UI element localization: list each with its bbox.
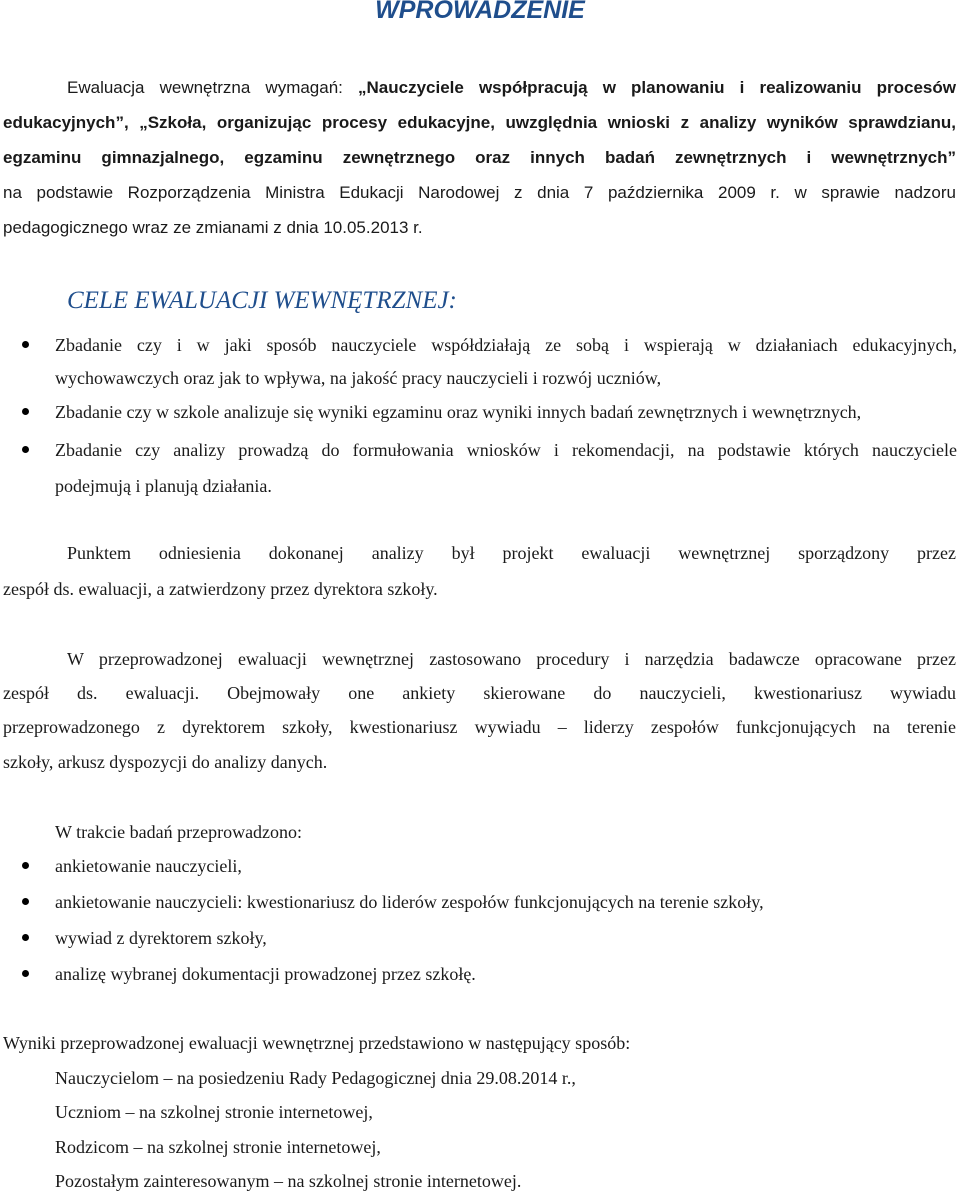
results-item: Pozostałym zainteresowanym – na szkolnej stronie internetowej.: [55, 1171, 522, 1191]
procedures-line-4: szkoły, arkusz dyspozycji do analizy danych.: [3, 752, 328, 772]
procedures-line-2: zespół ds. ewaluacji. Obejmowały one ankiety skierowane do nauczycieli, kwestionariusz wywiadu: [3, 683, 956, 703]
intro-prefix: Ewaluacja wewnętrzna wymagań:: [67, 78, 359, 97]
goal-3-line-1: Zbadanie czy analizy prowadzą do formułowania wniosków i rekomendacji, na podstawie których nauczyciele: [55, 440, 957, 460]
conducted-item: analizę wybranej dokumentacji prowadzonej przez szkołę.: [55, 964, 476, 984]
goal-2-line-1: Zbadanie czy w szkole analizuje się wyniki egzaminu oraz wyniki innych badań zewnętrznych i wewnętrznych,: [55, 402, 862, 422]
conducted-intro: W trakcie badań przeprowadzono:: [55, 822, 303, 842]
intro-line-1: [67, 76, 956, 100]
page-title: WPROWADZENIE: [375, 0, 585, 24]
conducted-item: ankietowanie nauczycieli,: [55, 856, 242, 876]
conducted-item: wywiad z dyrektorem szkoły,: [55, 928, 267, 948]
intro-requirement-1: „Nauczyciele współpracują w planowaniu i realizowaniu procesów: [358, 78, 956, 97]
results-item: Rodzicom – na szkolnej stronie internetowej,: [55, 1137, 381, 1157]
reference-line-2: zespół ds. ewaluacji, a zatwierdzony przez dyrektora szkoły.: [3, 579, 438, 599]
goal-1-line-2: wychowawczych oraz jak to wpływa, na jakość pracy nauczycieli i rozwój uczniów,: [55, 368, 662, 388]
bullet-icon: [22, 934, 29, 941]
results-item: Uczniom – na szkolnej stronie internetowej,: [55, 1102, 373, 1122]
bullet-icon: [22, 341, 29, 348]
intro-line-5: pedagogicznego wraz ze zmianami z dnia 10.05.2013 r.: [3, 218, 423, 237]
procedures-line-3: przeprowadzonego z dyrektorem szkoły, kwestionariusz wywiadu – liderzy zespołów funkcjonujących na terenie: [3, 717, 956, 737]
goal-3-line-2: podejmują i planują działania.: [55, 476, 272, 496]
procedures-line-1: W przeprowadzonej ewaluacji wewnętrznej zastosowano procedury i narzędzia badawcze opracowane przez: [67, 649, 956, 669]
goals-heading: CELE EWALUACJI WEWNĘTRZNEJ:: [67, 287, 457, 314]
bullet-icon: [22, 898, 29, 905]
intro-line-3: egzaminu gimnazjalnego, egzaminu zewnętrznego oraz innych badań zewnętrznych i wewnętrznych”: [3, 148, 956, 167]
conducted-item: ankietowanie nauczycieli: kwestionariusz do liderów zespołów funkcjonujących na terenie szkoły,: [55, 892, 764, 912]
results-intro: Wyniki przeprowadzonej ewaluacji wewnętrznej przedstawiono w następujący sposób:: [3, 1033, 631, 1053]
bullet-icon: [22, 408, 29, 415]
intro-line-2: edukacyjnych”, „Szkoła, organizując procesy edukacyjne, uwzględnia wnioski z analizy wyników sprawdzianu,: [3, 113, 956, 132]
bullet-icon: [22, 446, 29, 453]
reference-line-1: Punktem odniesienia dokonanej analizy był projekt ewaluacji wewnętrznej sporządzony przez: [67, 543, 956, 563]
goal-1-line-1: Zbadanie czy i w jaki sposób nauczyciele współdziałają ze sobą i wspierają w działaniach edukacyjnych,: [55, 335, 957, 355]
intro-line-4: na podstawie Rozporządzenia Ministra Edukacji Narodowej z dnia 7 października 2009 r. w sprawie nadzoru: [3, 183, 956, 202]
results-item: Nauczycielom – na posiedzeniu Rady Pedagogicznej dnia 29.08.2014 r.,: [55, 1068, 576, 1088]
bullet-icon: [22, 970, 29, 977]
bullet-icon: [22, 862, 29, 869]
